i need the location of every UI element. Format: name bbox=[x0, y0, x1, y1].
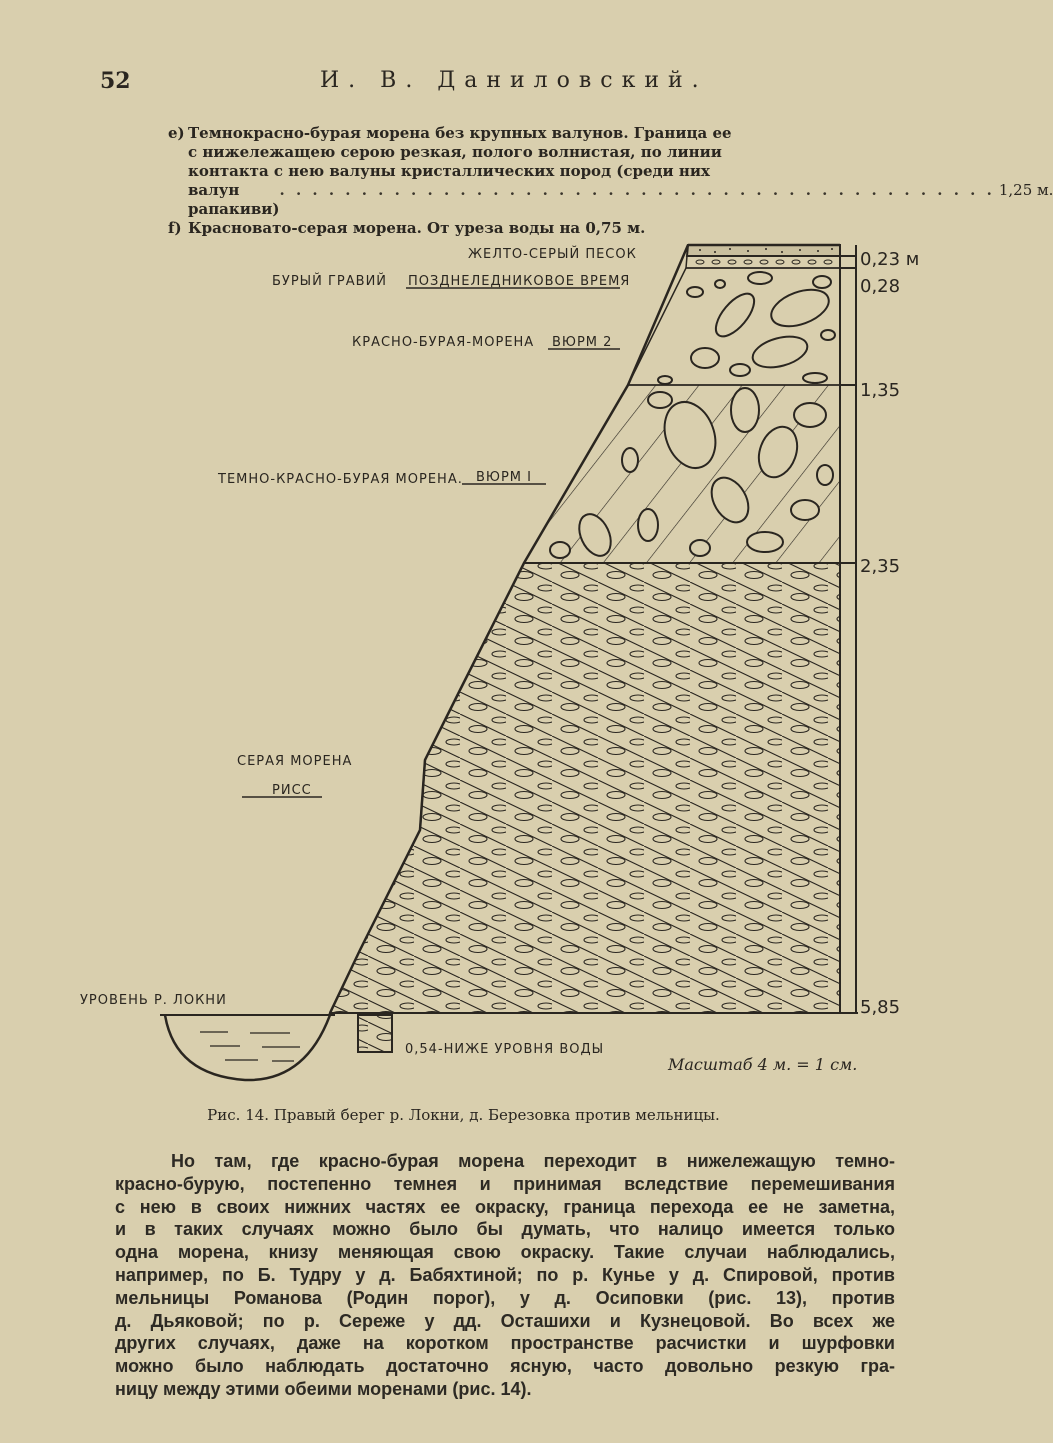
item-thickness: 1,25 м. bbox=[998, 181, 1053, 199]
item-marker: e) bbox=[168, 124, 185, 142]
gravel-layer bbox=[686, 256, 840, 268]
depth-label: 0,23 м bbox=[860, 249, 920, 270]
item-line: с нижележащею серою резкая, полого волнистая, по линии bbox=[188, 143, 722, 161]
river-level-label: УРОВЕНЬ Р. ЛОКНИ bbox=[80, 993, 227, 1008]
page-number: 52 bbox=[100, 68, 131, 94]
depth-label: 0,28 bbox=[860, 276, 901, 297]
body-paragraph bbox=[115, 1150, 895, 1401]
below-water-label: 0,54-НИЖЕ УРОВНЯ ВОДЫ bbox=[405, 1042, 605, 1057]
layer-label-dark-red-brown: ТЕМНО-КРАСНО-БУРАЯ МОРЕНА. bbox=[218, 472, 463, 487]
test-pit bbox=[358, 1015, 392, 1052]
depth-label: 5,85 bbox=[860, 997, 901, 1018]
section-diagram bbox=[0, 230, 927, 1090]
wurm2-layer bbox=[628, 268, 840, 385]
text-line: Но там, где красно-бурая морена переходит в нижележащую темно- bbox=[171, 1151, 895, 1171]
text-line: других случаях, даже на коротком пространстве расчистки и шурфовки bbox=[115, 1333, 895, 1354]
item-line: Темнокрасно-бурая морена без крупных валунов. Граница ее bbox=[188, 124, 732, 142]
text-line: с нею в своих нижних частях ее окраску, граница перехода ее не заметна, bbox=[115, 1196, 895, 1217]
figure-caption: Рис. 14. Правый берег р. Локни, д. Березовка против мельницы. bbox=[207, 1106, 720, 1124]
sand-layer bbox=[687, 245, 840, 256]
dot-leader: . . . . . . . . . . . . . . . . . . . . . . . . . . . . . . . . . . . . . . . . . . . . bbox=[279, 181, 995, 199]
layer-label-red-brown: КРАСНО-БУРАЯ-МОРЕНА bbox=[352, 335, 535, 350]
depth-ticks bbox=[840, 245, 858, 1013]
text-line: ницу между этими обеими моренами (рис. 14). bbox=[115, 1378, 532, 1399]
wurm2-boulders bbox=[658, 272, 835, 384]
layer-label-sand: ЖЕЛТО-СЕРЫЙ ПЕСОК bbox=[468, 247, 637, 262]
layer-description-list bbox=[168, 124, 1053, 238]
text-line: красно-бурую, постепенно темнея и принимая вследствие перемешивания bbox=[115, 1173, 895, 1194]
depth-label: 2,35 bbox=[860, 556, 901, 577]
item-line: контакта с нею валуны кристаллических пород (среди них bbox=[188, 162, 710, 180]
layer-sub-riss: РИСС bbox=[272, 783, 312, 798]
page-header bbox=[0, 68, 927, 98]
layer-label-gravel: БУРЫЙ ГРАВИЙ bbox=[272, 274, 388, 289]
figure-14 bbox=[0, 230, 927, 1090]
layer-sub-wurm1: ВЮРМ I bbox=[476, 470, 532, 485]
text-line: и в таких случаях можно было бы думать, что налицо имеется только bbox=[115, 1219, 895, 1240]
gravel-pebbles bbox=[696, 260, 832, 264]
layer-sub-late-glacial: ПОЗДНЕЛЕДНИКОВОЕ ВРЕМЯ bbox=[408, 274, 631, 289]
scale-note: Масштаб 4 м. = 1 см. bbox=[668, 1055, 858, 1074]
text-line: можно было наблюдать достаточно ясную, часто довольно резкую гра- bbox=[115, 1356, 895, 1377]
list-item bbox=[168, 124, 1053, 219]
text-line: д. Дьяковой; по р. Сереже у дд. Осташихи и Кузнецовой. Во всех же bbox=[115, 1310, 895, 1331]
text-line: одна морена, книзу меняющая свою окраску. Такие случаи наблюдались, bbox=[115, 1242, 895, 1263]
layer-sub-wurm2: ВЮРМ 2 bbox=[552, 335, 613, 350]
running-head-author: И. В. Даниловский. bbox=[320, 68, 708, 93]
item-marker: f) bbox=[168, 219, 182, 237]
river-channel bbox=[165, 1015, 330, 1080]
text-line: мельницы Романова (Родин порог), у д. Осиповки (рис. 13), против bbox=[115, 1287, 895, 1308]
water-ripples bbox=[200, 1032, 300, 1061]
grey-moraine-layer bbox=[330, 563, 840, 1013]
text-line: например, по Б. Тудру у д. Бабяхтиной; по р. Кунье у д. Спировой, против bbox=[115, 1264, 895, 1285]
depth-label: 1,35 bbox=[860, 380, 901, 401]
item-line: Красновато-серая морена. От уреза воды на 0,75 м. bbox=[188, 219, 646, 237]
item-line: валун рапакиви) bbox=[188, 181, 280, 218]
layer-label-grey: СЕРАЯ МОРЕНА bbox=[237, 754, 353, 769]
